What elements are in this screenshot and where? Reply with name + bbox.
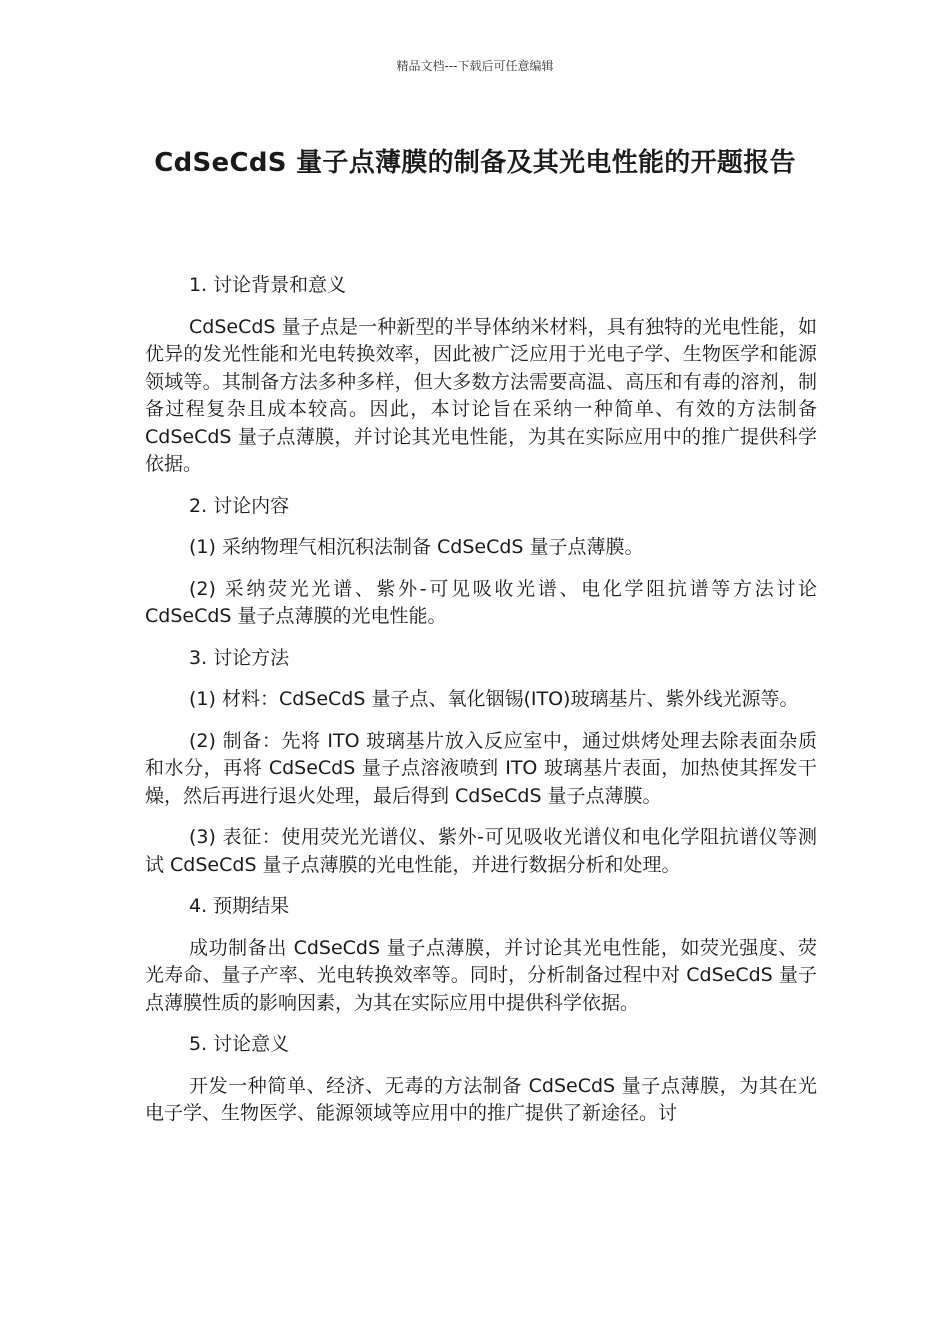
section-heading-expected-results: 4. 预期结果 [189, 895, 290, 917]
paragraph-expected-results: 成功制备出 CdSeCdS 量子点薄膜，并讨论其光电性能，如荧光强度、荧光寿命、量子产率、光电转换效率等。同时，分析制备过程中对 CdSeCdS 量子点薄膜性质的影响因素，为其在实际应用中提供科学依据。 [145, 936, 817, 1014]
paragraph-background: CdSeCdS 量子点是一种新型的半导体纳米材料，具有独特的光电性能，如优异的发光性能和光电转换效率，因此被广泛应用于光电子学、生物医学和能源领域等。其制备方法多种多样，但大多数方法需要高温、高压和有毒的溶剂，制备过程复杂且成本较高。因此，本讨论旨在采纳一种简单、有效的方法制备 CdSeCdS 量子点薄膜，并讨论其光电性能，为其在实际应用中的推广提供科学依据。 [145, 315, 817, 475]
content-item-1: (1) 采纳物理气相沉积法制备 CdSeCdS 量子点薄膜。 [189, 536, 644, 558]
document-body [145, 272, 817, 1142]
section-heading-background: 1. 讨论背景和意义 [189, 274, 347, 296]
document-title: CdSeCdS 量子点薄膜的制备及其光电性能的开题报告 [154, 148, 796, 178]
section-heading-content: 2. 讨论内容 [189, 494, 290, 517]
method-item-preparation: (2) 制备：先将 ITO 玻璃基片放入反应室中，通过烘烤处理去除表面杂质和水分，再将 CdSeCdS 量子点溶液喷到 ITO 玻璃基片表面，加热使其挥发干燥，然后再进行退火处理，最后得到 CdSeCdS 量子点薄膜。 [145, 729, 817, 807]
section-heading-methods: 3. 讨论方法 [189, 646, 290, 669]
paragraph-significance: 开发一种简单、经济、无毒的方法制备 CdSeCdS 量子点薄膜，为其在光电子学、生物医学、能源领域等应用中的推广提供了新途径。讨 [145, 1074, 817, 1124]
method-item-characterization: (3) 表征：使用荧光光谱仪、紫外-可见吸收光谱仪和电化学阻抗谱仪等测试 CdSeCdS 量子点薄膜的光电性能，并进行数据分析和处理。 [145, 826, 817, 876]
content-item-2: (2) 采纳荧光光谱、紫外-可见吸收光谱、电化学阻抗谱等方法讨论 CdSeCdS 量子点薄膜的光电性能。 [145, 577, 817, 627]
method-item-materials: (1) 材料：CdSeCdS 量子点、氧化铟锡(ITO)玻璃基片、紫外线光源等。 [189, 688, 799, 710]
section-heading-significance: 5. 讨论意义 [189, 1033, 290, 1055]
header-note: 精品文档---下载后可任意编辑 [396, 59, 554, 73]
